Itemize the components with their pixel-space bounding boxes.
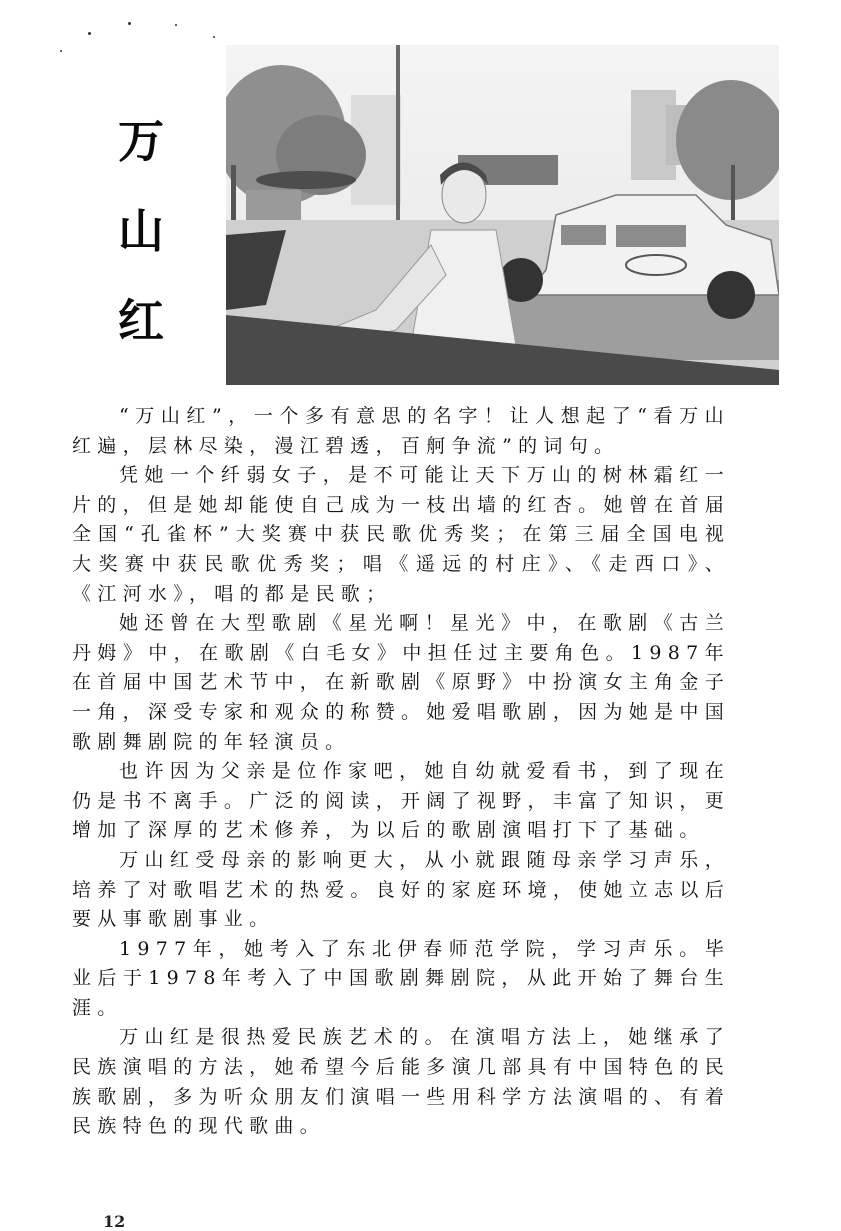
paragraph: 万山红受母亲的影响更大，从小就跟随母亲学习声乐，培养了对歌唱艺术的热爱。良好的家庭环境，使她立志以后要从事歌剧事业。: [72, 848, 730, 931]
portrait-photo: [226, 45, 779, 385]
photo-image: [226, 45, 779, 385]
paragraph: 万山红是很热爱民族艺术的。在演唱方法上，她继承了民族演唱的方法，她希望今后能多演几部具有中国特色的民族歌剧，多为听众朋友们演唱一些用科学方法演唱的、有着民族特色的现代歌曲。: [72, 1026, 730, 1138]
title-char: 万: [118, 114, 164, 168]
page-number: 12: [103, 1212, 126, 1231]
article-body: [72, 402, 730, 1142]
paragraph: 她还曾在大型歌剧《星光啊！星光》中，在歌剧《古兰丹姆》中，在歌剧《白毛女》中担任过主要角色。1987年在首届中国艺术节中，在新歌剧《原野》中扮演女主角金子一角，深受专家和观众的称赞。她爱唱歌剧，因为她是中国歌剧舞剧院的年轻演员。: [72, 612, 730, 753]
paragraph: “万山红”，一个多有意思的名字！让人想起了“看万山红遍，层林尽染，漫江碧透，百舸争流”的词句。: [72, 405, 730, 457]
paragraph: 1977年，她考入了东北伊春师范学院，学习声乐。毕业后于1978年考入了中国歌剧舞剧院，从此开始了舞台生涯。: [72, 937, 730, 1019]
vertical-title: [118, 114, 178, 388]
title-char: 红: [118, 294, 164, 348]
paragraph: 也许因为父亲是位作家吧，她自幼就爱看书，到了现在仍是书不离手。广泛的阅读，开阔了视野，丰富了知识，更增加了深厚的艺术修养，为以后的歌剧演唱打下了基础。: [72, 760, 730, 842]
paragraph: 凭她一个纤弱女子，是不可能让天下万山的树林霜红一片的，但是她却能使自己成为一枝出墙的红杏。她曾在首届全国“孔雀杯”大奖赛中获民歌优秀奖；在第三届全国电视大奖赛中获民歌优秀奖；唱《遥远的村庄》、《走西口》、《江河水》，唱的都是民歌；: [72, 464, 730, 605]
title-char: 山: [118, 204, 164, 258]
